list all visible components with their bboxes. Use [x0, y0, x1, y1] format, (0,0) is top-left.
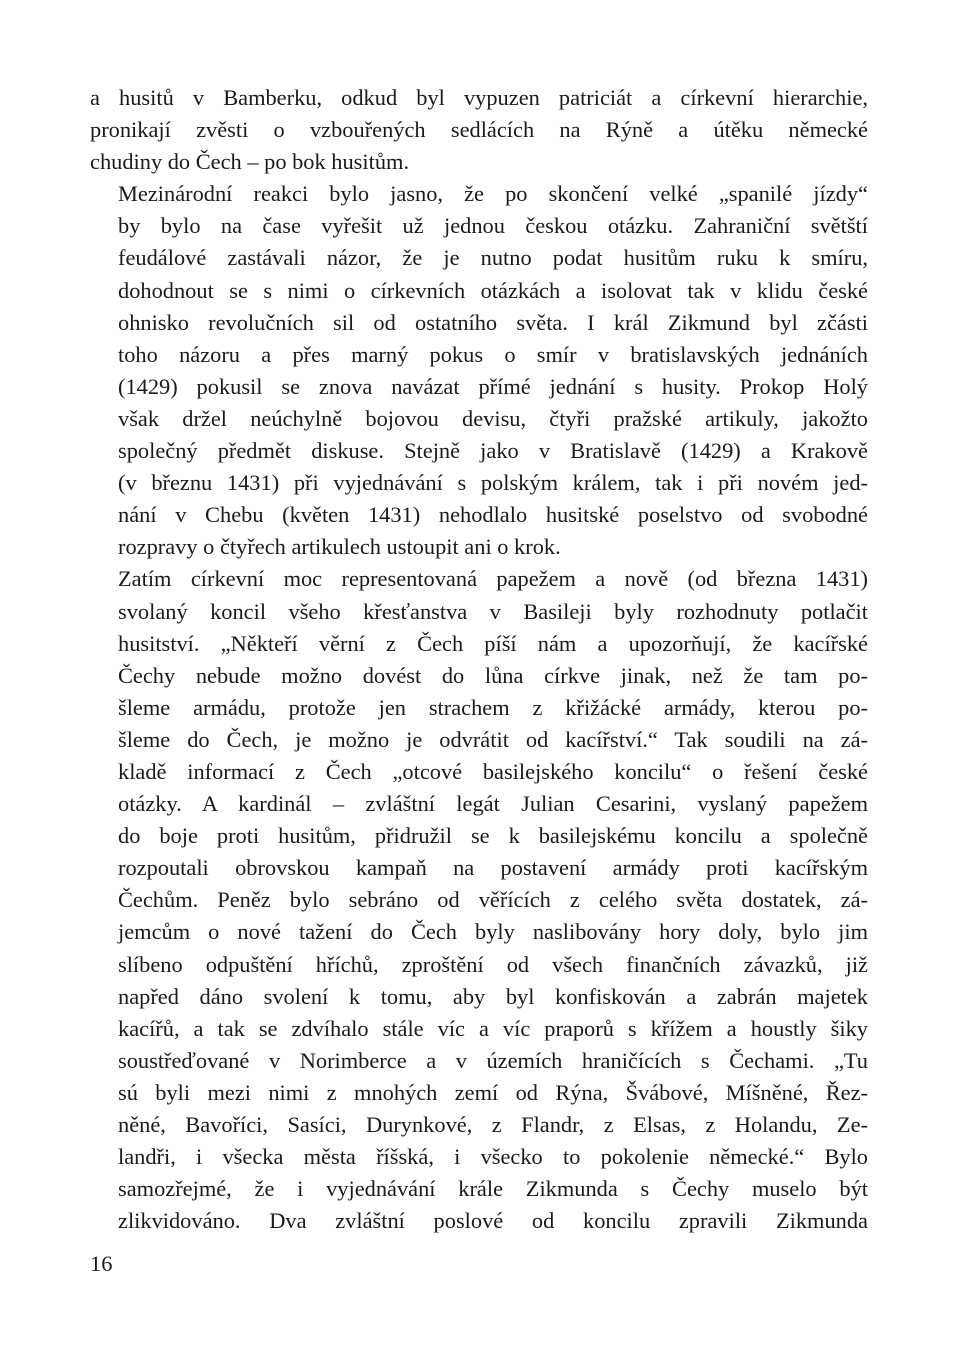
text-line: však držel neúchylně bojovou devisu, čtyři pražské artikuly, jakožto — [118, 405, 868, 431]
text-line: chudiny do Čech – po bok husitům. — [90, 149, 410, 175]
text-line: slíbeno odpuštění hříchů, zproštění od všech finančních závazků, již — [118, 951, 868, 977]
text-line: soustřeďované v Norimberce a v územích hraničících s Čechami. „Tu — [118, 1047, 868, 1073]
text-line: rozpoutali obrovskou kampaň na postavení armády proti kacířským — [118, 855, 868, 881]
text-line: samozřejmé, že i vyjednávání krále Zikmunda s Čechy muselo být — [118, 1176, 868, 1202]
text-line: šleme armádu, protože jen strachem z křižácké armády, kterou po- — [118, 694, 868, 720]
text-line: otázky. A kardinál – zvláštní legát Julian Cesarini, vyslaný papežem — [118, 791, 868, 817]
text-line: společný předmět diskuse. Stejně jako v Bratislavě (1429) a Krakově — [118, 438, 868, 464]
text-line: kacířů, a tak se zdvíhalo stále víc a víc praporů s křížem a houstly šiky — [118, 1015, 868, 1041]
body-text — [90, 82, 868, 1237]
text-line: jemcům o nové tažení do Čech byly naslibovány hory doly, bylo jim — [118, 919, 868, 945]
text-line: zlikvidováno. Dva zvláštní poslové od koncilu zpravili Zikmunda — [118, 1208, 868, 1234]
page-number: 16 — [90, 1251, 113, 1276]
text-line: (v březnu 1431) při vyjednávání s polským králem, tak i při novém jed- — [118, 470, 868, 496]
paragraph-1 — [90, 82, 868, 178]
text-line: (1429) pokusil se znova navázat přímé jednání s husity. Prokop Holý — [118, 373, 868, 399]
text-line: napřed dáno svolení k tomu, aby byl konfiskován a zabrán majetek — [118, 983, 868, 1009]
text-line: šleme do Čech, je možno je odvrátit od kacířství.“ Tak soudili na zá- — [118, 726, 868, 752]
text-line: by bylo na čase vyřešit už jednou českou otázku. Zahraniční světští — [118, 213, 868, 239]
paragraph-3 — [90, 563, 868, 1237]
text-line: pronikají zvěsti o vzbouřených sedlácích na Rýně a útěku německé — [90, 117, 868, 143]
text-line: husitství. „Někteří věrní z Čech píší nám a upozorňují, že kacířské — [118, 630, 868, 656]
text-line: toho názoru a přes marný pokus o smír v bratislavských jednáních — [118, 341, 868, 367]
text-line: nání v Chebu (květen 1431) nehodlalo husitské poselstvo od svobodné — [118, 502, 868, 528]
text-line: landři, i všecka města říšská, i všecko to pokolenie německé.“ Bylo — [118, 1144, 868, 1170]
text-line: feudálové zastávali názor, že je nutno podat husitům ruku k smíru, — [118, 245, 868, 271]
text-line: Mezinárodní reakci bylo jasno, že po skončení velké „spanilé jízdy“ — [118, 181, 868, 207]
text-line: rozpravy o čtyřech artikulech ustoupit ani o krok. — [118, 534, 561, 560]
text-line: kladě informací z Čech „otcové basilejského koncilu“ o řešení české — [118, 758, 868, 784]
text-line: do boje proti husitům, přidružil se k basilejskému koncilu a společně — [118, 823, 868, 849]
text-line: a husitů v Bamberku, odkud byl vypuzen patriciát a církevní hierarchie, — [90, 85, 868, 110]
text-line: něné, Bavoříci, Sasíci, Durynkové, z Flandr, z Elsas, z Holandu, Ze- — [118, 1112, 868, 1137]
text-line: dohodnout se s nimi o církevních otázkách a isolovat tak v klidu české — [118, 277, 868, 303]
text-line: Čechům. Peněz bylo sebráno od věřících z celého světa dostatek, zá- — [118, 887, 868, 913]
paragraph-2 — [90, 178, 868, 563]
text-line: Zatím církevní moc representovaná papežem a nově (od března 1431) — [118, 566, 868, 592]
text-line: Čechy nebude možno dovést do lůna církve jinak, než že tam po- — [118, 662, 868, 688]
text-line: sú byli mezi nimi z mnohých zemí od Rýna, Švábové, Míšněné, Řez- — [118, 1079, 868, 1105]
text-line: ohnisko revolučních sil od ostatního světa. I král Zikmund byl zčásti — [118, 309, 868, 335]
text-line: svolaný koncil všeho křesťanstva v Basileji byly rozhodnuty potlačit — [118, 598, 868, 624]
